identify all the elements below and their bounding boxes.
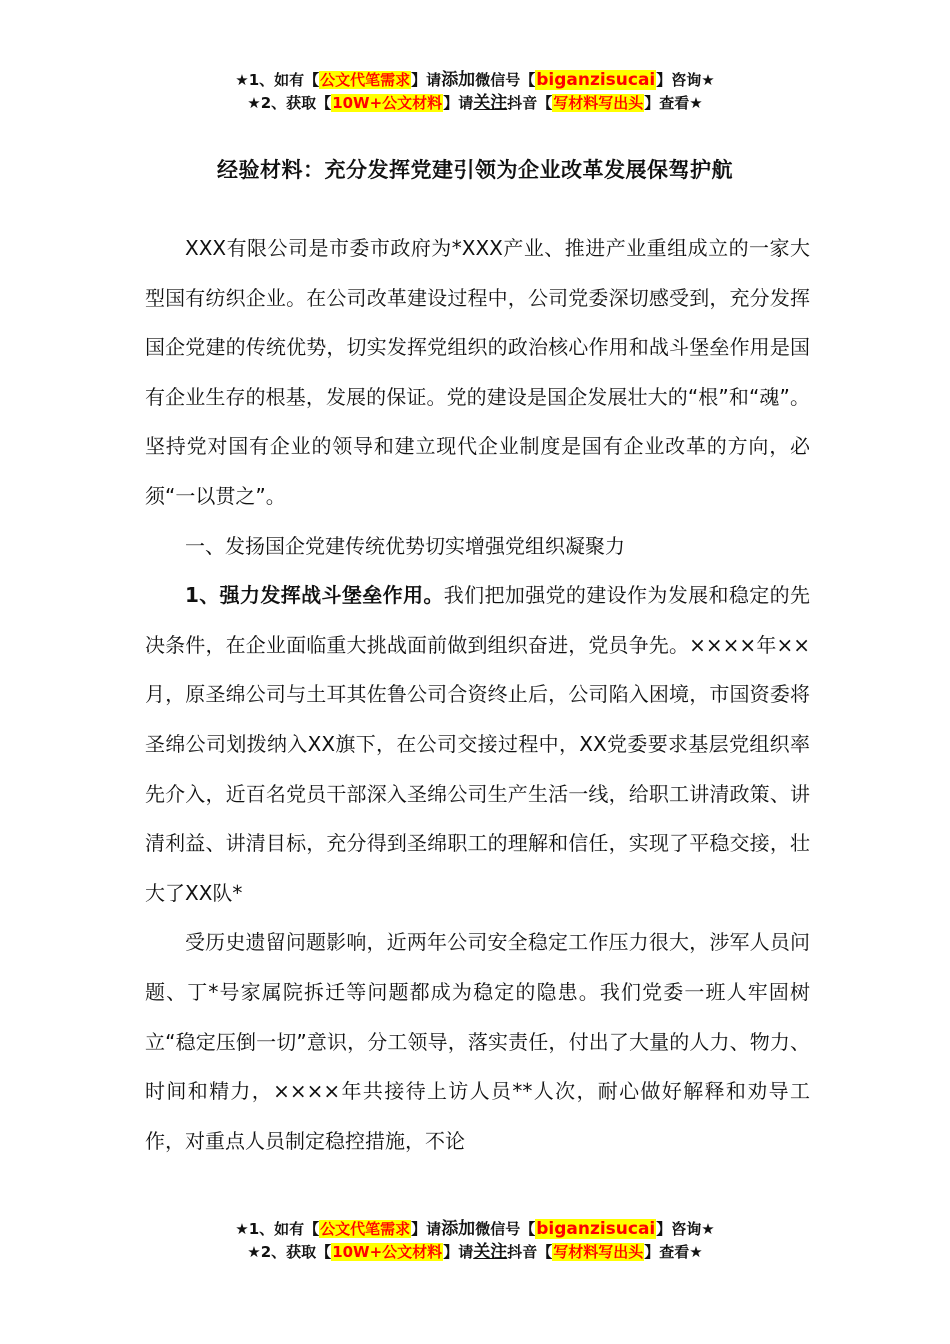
promo-line-1 xyxy=(0,69,950,92)
promo-emphasis: 添加 xyxy=(441,70,476,90)
promo-line-1 xyxy=(0,1218,950,1241)
promo-emphasis: 添加 xyxy=(441,1219,476,1239)
promo-text: ★1、如有【 xyxy=(235,1220,320,1238)
promo-text: ★2、获取【 xyxy=(247,1243,332,1261)
promo-highlight: 10W+公文材料 xyxy=(332,1243,443,1261)
promo-text: 】请 xyxy=(411,71,442,89)
promo-header xyxy=(0,69,950,115)
promo-emphasis: 关注 xyxy=(473,1242,508,1262)
item-lead: 1、强力发挥战斗堡垒作用。 xyxy=(185,583,444,608)
promo-highlight: 10W+公文材料 xyxy=(332,94,443,112)
item-text: 我们把加强党的建设作为发展和稳定的先决条件，在企业面临重大挑战面前做到组织奋进，党员争先。××××年××月，原圣绵公司与土耳其佐鲁公司合资终止后，公司陷入困境，市国资委将圣绵公司划拨纳入XX旗下，在公司交接过程中，XX党委要求基层党组织率先介入，近百名党员干部深入圣绵公司生产生活一线，给职工讲清政策、讲清利益、讲清目标，充分得到圣绵职工的理解和信任，实现了平稳交接，壮大了XX队* xyxy=(145,583,810,905)
promo-highlight: 公文代笔需求 xyxy=(320,71,411,89)
promo-text: 】查看★ xyxy=(644,94,703,112)
promo-text: 】咨询★ xyxy=(656,1220,715,1238)
promo-text: 抖音【 xyxy=(507,94,553,112)
promo-douyin-id: 写材料写出头 xyxy=(553,94,644,112)
promo-text: 】查看★ xyxy=(644,1243,703,1261)
promo-douyin-id: 写材料写出头 xyxy=(553,1243,644,1261)
document-title: 经验材料：充分发挥党建引领为企业改革发展保驾护航 xyxy=(217,158,733,182)
promo-footer xyxy=(0,1218,950,1264)
promo-text: 微信号【 xyxy=(475,71,536,89)
promo-text: 抖音【 xyxy=(507,1243,553,1261)
promo-line-2 xyxy=(0,92,950,115)
promo-emphasis: 关注 xyxy=(473,93,508,113)
promo-text: ★2、获取【 xyxy=(247,94,332,112)
promo-highlight: 公文代笔需求 xyxy=(320,1220,411,1238)
promo-text: 微信号【 xyxy=(475,1220,536,1238)
promo-text: 】请 xyxy=(411,1220,442,1238)
promo-wechat-id: biganzisucai xyxy=(536,70,656,90)
document-body xyxy=(145,224,810,1166)
promo-text: 】请 xyxy=(443,94,474,112)
promo-line-2 xyxy=(0,1241,950,1264)
section-heading-1: 一、发扬国企党建传统优势切实增强党组织凝聚力 xyxy=(185,533,625,558)
promo-wechat-id: biganzisucai xyxy=(536,1219,656,1239)
paragraph-item-1 xyxy=(145,571,810,918)
paragraph-intro: XXX有限公司是市委市政府为*XXX产业、推进产业重组成立的一家大型国有纺织企业。在公司改革建设过程中，公司党委深切感受到，充分发挥国企党建的传统优势，切实发挥党组织的政治核心作用和战斗堡垒作用是国有企业生存的根基，发展的保证。党的建设是国企发展壮大的“根”和“魂”。坚持党对国有企业的领导和建立现代企业制度是国有企业改革的方向，必须“一以贯之”。 xyxy=(145,236,810,508)
paragraph-stability: 受历史遗留问题影响，近两年公司安全稳定工作压力很大，涉军人员问题、丁*号家属院拆迁等问题都成为稳定的隐患。我们党委一班人牢固树立“稳定压倒一切”意识，分工领导，落实责任，付出了大量的人力、物力、时间和精力，××××年共接待上访人员**人次，耐心做好解释和劝导工作，对重点人员制定稳控措施，不论 xyxy=(145,930,810,1153)
promo-text: ★1、如有【 xyxy=(235,71,320,89)
promo-text: 】请 xyxy=(443,1243,474,1261)
promo-text: 】咨询★ xyxy=(656,71,715,89)
